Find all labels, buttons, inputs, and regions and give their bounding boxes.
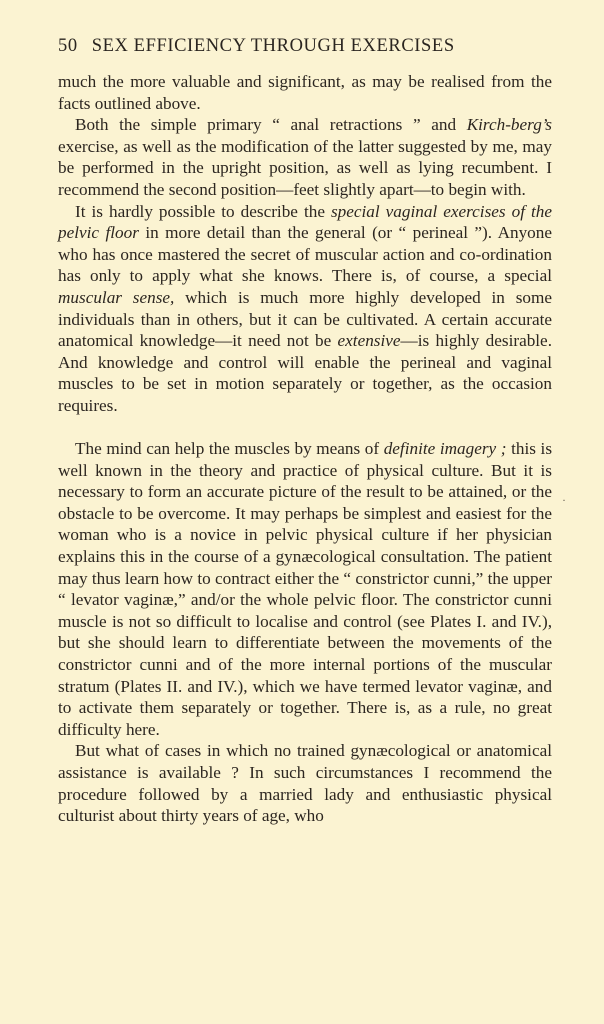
page-number: 50: [58, 36, 78, 56]
running-header: [58, 36, 552, 57]
paragraph: [58, 114, 552, 200]
italic-text: definite imagery ;: [383, 439, 507, 459]
text-run: —is highly desirable. And knowledge and control will enable the perineal and vaginal muscles to be set in motion separately or together, as the occasion requires.: [58, 331, 552, 415]
text-run: It is hardly possible to describe the: [75, 201, 331, 221]
margin-mark: ·: [562, 493, 566, 507]
italic-text: Kirch-berg’s: [466, 115, 552, 135]
text-run: much the more valuable and significant, as may be realised from the facts outlined above.: [58, 72, 552, 113]
paragraph: [58, 740, 552, 826]
text-run: in more detail than the general (or “ perineal ”). Anyone who has once mastered the secret of muscular action and co-ordination has only to apply what she knows. There is, of course, a special: [58, 223, 552, 286]
paragraph: [58, 71, 552, 114]
text-run: exercise, as well as the modification of the latter suggested by me, may be performed in the upright position, as well as lying recumbent. I recommend the second position—feet slightly apart—to begin with.: [58, 136, 552, 199]
italic-text: special vaginal exercises of the pelvic floor: [58, 201, 552, 243]
text-run: But what of cases in which no trained gynæcological or anatomical assistance is available ? In such circumstances I recommend the procedure followed by a married lady and enthusiastic physical culturist about thirty years of age, who: [58, 741, 552, 826]
paragraph: [58, 201, 552, 417]
body-text: [58, 71, 552, 827]
text-run: Both the simple primary “ anal retractions ” and: [75, 115, 467, 135]
text-run: The mind can help the muscles by means of: [75, 439, 384, 459]
text-run: this is well known in the theory and practice of physical culture. But it is necessary to form an accurate picture of the result to be attained, or the obstacle to be overcome. It may perhaps be simplest and easiest for the woman who is a novice in pelvic physical culture if her physician explains this in the course of a gynæcological consultation. The patient may thus learn how to contract either the “ constrictor cunni,” the upper “ levator vaginæ,” and/or the whole pelvic floor. The constrictor cunni muscle is not so difficult to localise and control (see Plates I. and IV.), but she should learn to differentiate between the movements of the constrictor cunni and of the more internal portions of the muscular stratum (Plates II. and IV.), which we have termed levator vaginæ, and to activate them separately or together. There is, as a rule, no great difficulty here.: [58, 439, 553, 739]
paragraph: [58, 438, 552, 740]
text-run: which is much more highly developed in some individuals than in others, but it can be cultivated. A certain accurate anatomical knowledge—it need not be: [58, 287, 552, 351]
italic-text: muscular sense,: [58, 287, 175, 307]
running-title: SEX EFFICIENCY THROUGH EXERCISES: [91, 36, 455, 56]
italic-text: extensive: [337, 331, 401, 351]
